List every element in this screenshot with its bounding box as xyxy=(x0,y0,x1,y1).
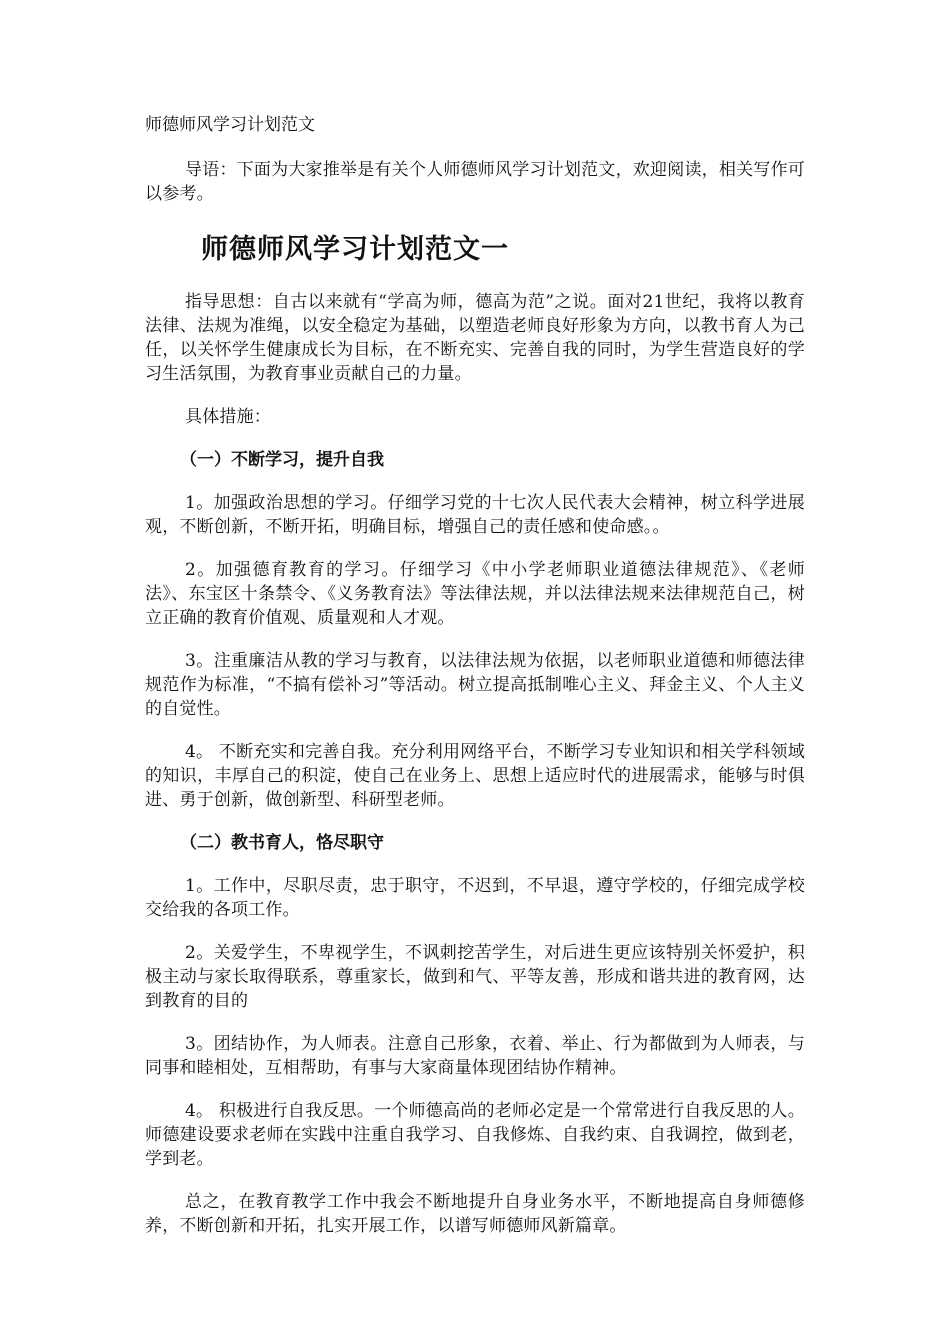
document-title: 师德师风学习计划范文 xyxy=(145,115,315,135)
part2-heading: （二）教书育人，恪尽职守 xyxy=(180,833,384,853)
part2-item: 1。工作中，尽职尽责，忠于职守，不迟到，不早退，遵守学校的，仔细完成学校交给我的各项工作。 xyxy=(145,876,805,920)
measures-label: 具体措施： xyxy=(185,407,271,427)
intro-paragraph: 导语：下面为大家推举是有关个人师德师风学习计划范文，欢迎阅读，相关写作可以参考。 xyxy=(145,160,805,204)
part2-item: 2。关爱学生，不卑视学生，不讽刺挖苦学生，对后进生更应该特别关怀爱护，积极主动与家长取得联系，尊重家长，做到和气、平等友善，形成和谐共进的教育网，达到教育的目的 xyxy=(145,943,805,1011)
part1-item: 4。 不断充实和完善自我。充分利用网络平台，不断学习专业知识和相关学科领域的知识，丰厚自己的积淀，使自己在业务上、思想上适应时代的进展需求，能够与时俱进、勇于创新，做创新型、科研型老师。 xyxy=(145,742,805,810)
part2-item: 4。 积极进行自我反思。一个师德高尚的老师必定是一个常常进行自我反思的人。师德建设要求老师在实践中注重自我学习、自我修炼、自我约束、自我调控，做到老，学到老。 xyxy=(145,1101,805,1169)
part2-item: 3。团结协作，为人师表。注意自己形象，衣着、举止、行为都做到为人师表，与同事和睦相处，互相帮助，有事与大家商量体现团结协作精神。 xyxy=(145,1034,805,1078)
part1-item: 1。加强政治思想的学习。仔细学习党的十七次人民代表大会精神，树立科学进展观，不断创新，不断开拓，明确目标，增强自己的责任感和使命感。。 xyxy=(145,493,805,537)
conclusion-paragraph: 总之，在教育教学工作中我会不断地提升自身业务水平，不断地提高自身师德修养，不断创新和开拓，扎实开展工作，以谱写师德师风新篇章。 xyxy=(145,1192,805,1236)
section-heading: 师德师风学习计划范文一 xyxy=(201,234,509,265)
part1-item: 3。注重廉洁从教的学习与教育，以法律法规为依据，以老师职业道德和师德法律规范作为标准，“不搞有偿补习”等活动。树立提高抵制唯心主义、拜金主义、个人主义的自觉性。 xyxy=(145,651,805,719)
document-page xyxy=(145,112,805,1257)
part1-heading: （一）不断学习，提升自我 xyxy=(180,450,384,470)
guiding-thought-paragraph: 指导思想：自古以来就有“学高为师，德高为范”之说。面对21世纪，我将以教育法律、法规为准绳，以安全稳定为基础，以塑造老师良好形象为方向，以教书育人为己任，以关怀学生健康成长为目标，在不断充实、完善自我的同时，为学生营造良好的学习生活氛围，为教育事业贡献自己的力量。 xyxy=(145,292,805,384)
part1-item: 2。加强德育教育的学习。仔细学习《中小学老师职业道德法律规范》、《老师法》、东宝区十条禁令、《义务教育法》等法律法规，并以法律法规来法律规范自己，树立正确的教育价值观、质量观和人才观。 xyxy=(145,560,805,628)
